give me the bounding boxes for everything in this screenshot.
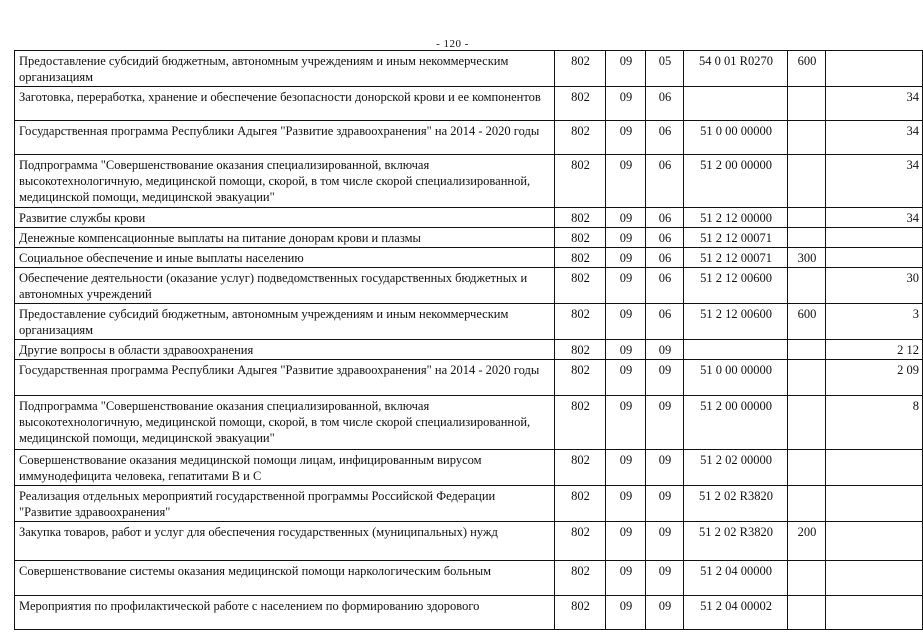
table-row bbox=[15, 248, 923, 268]
expense-type-cell: 300 bbox=[788, 248, 826, 268]
table-row bbox=[15, 522, 923, 561]
amount-cell: 2 12 bbox=[826, 340, 923, 360]
table-row bbox=[15, 360, 923, 396]
table-row bbox=[15, 121, 923, 155]
amount-cell: 3 bbox=[826, 304, 923, 340]
ved-code-cell: 802 bbox=[555, 450, 606, 486]
row-name-cell: Совершенствование оказания медицинской помощи лицам, инфицированным вирусом иммунодефицита человека, гепатитами B и C bbox=[15, 450, 555, 486]
section-code-cell: 09 bbox=[606, 340, 646, 360]
amount-cell bbox=[826, 228, 923, 248]
target-article-cell: 51 2 04 00002 bbox=[684, 596, 788, 630]
subsection-code-cell: 09 bbox=[646, 522, 684, 561]
expense-type-cell bbox=[788, 340, 826, 360]
ved-code-cell: 802 bbox=[555, 522, 606, 561]
section-code-cell: 09 bbox=[606, 561, 646, 596]
expense-type-cell: 600 bbox=[788, 304, 826, 340]
target-article-cell: 51 2 12 00000 bbox=[684, 208, 788, 228]
ved-code-cell: 802 bbox=[555, 87, 606, 121]
section-code-cell: 09 bbox=[606, 486, 646, 522]
subsection-code-cell: 09 bbox=[646, 360, 684, 396]
ved-code-cell: 802 bbox=[555, 228, 606, 248]
section-code-cell: 09 bbox=[606, 87, 646, 121]
section-code-cell: 09 bbox=[606, 450, 646, 486]
row-name-cell: Предоставление субсидий бюджетным, автономным учреждениям и иным некоммерческим организациям bbox=[15, 304, 555, 340]
expense-type-cell bbox=[788, 228, 826, 248]
table-row bbox=[15, 596, 923, 630]
target-article-cell: 51 0 00 00000 bbox=[684, 121, 788, 155]
expense-type-cell bbox=[788, 450, 826, 486]
subsection-code-cell: 09 bbox=[646, 596, 684, 630]
target-article-cell: 51 2 12 00071 bbox=[684, 228, 788, 248]
section-code-cell: 09 bbox=[606, 155, 646, 208]
expense-type-cell bbox=[788, 360, 826, 396]
expense-type-cell bbox=[788, 155, 826, 208]
amount-cell bbox=[826, 486, 923, 522]
amount-cell bbox=[826, 561, 923, 596]
section-code-cell: 09 bbox=[606, 522, 646, 561]
subsection-code-cell: 06 bbox=[646, 268, 684, 304]
row-name-cell: Социальное обеспечение и иные выплаты населению bbox=[15, 248, 555, 268]
expense-type-cell bbox=[788, 268, 826, 304]
table-row bbox=[15, 486, 923, 522]
subsection-code-cell: 06 bbox=[646, 248, 684, 268]
ved-code-cell: 802 bbox=[555, 340, 606, 360]
expense-type-cell bbox=[788, 486, 826, 522]
ved-code-cell: 802 bbox=[555, 155, 606, 208]
section-code-cell: 09 bbox=[606, 51, 646, 87]
section-code-cell: 09 bbox=[606, 360, 646, 396]
amount-cell: 34 bbox=[826, 121, 923, 155]
row-name-cell: Другие вопросы в области здравоохранения bbox=[15, 340, 555, 360]
amount-cell: 34 bbox=[826, 155, 923, 208]
section-code-cell: 09 bbox=[606, 268, 646, 304]
row-name-cell: Денежные компенсационные выплаты на питание донорам крови и плазмы bbox=[15, 228, 555, 248]
target-article-cell: 54 0 01 R0270 bbox=[684, 51, 788, 87]
target-article-cell: 51 2 12 00071 bbox=[684, 248, 788, 268]
target-article-cell bbox=[684, 340, 788, 360]
target-article-cell: 51 2 02 R3820 bbox=[684, 486, 788, 522]
subsection-code-cell: 05 bbox=[646, 51, 684, 87]
row-name-cell: Закупка товаров, работ и услуг для обеспечения государственных (муниципальных) нужд bbox=[15, 522, 555, 561]
table-body bbox=[15, 51, 923, 630]
target-article-cell: 51 2 12 00600 bbox=[684, 268, 788, 304]
amount-cell bbox=[826, 51, 923, 87]
section-code-cell: 09 bbox=[606, 121, 646, 155]
row-name-cell: Государственная программа Республики Адыгея "Развитие здравоохранения" на 2014 - 2020 годы bbox=[15, 121, 555, 155]
ved-code-cell: 802 bbox=[555, 304, 606, 340]
section-code-cell: 09 bbox=[606, 596, 646, 630]
table-row bbox=[15, 396, 923, 450]
amount-cell: 2 09 bbox=[826, 360, 923, 396]
expense-type-cell bbox=[788, 396, 826, 450]
ved-code-cell: 802 bbox=[555, 51, 606, 87]
ved-code-cell: 802 bbox=[555, 248, 606, 268]
ved-code-cell: 802 bbox=[555, 121, 606, 155]
amount-cell: 34 bbox=[826, 87, 923, 121]
table-row bbox=[15, 340, 923, 360]
expense-type-cell: 600 bbox=[788, 51, 826, 87]
ved-code-cell: 802 bbox=[555, 596, 606, 630]
subsection-code-cell: 06 bbox=[646, 155, 684, 208]
target-article-cell: 51 0 00 00000 bbox=[684, 360, 788, 396]
target-article-cell: 51 2 00 00000 bbox=[684, 396, 788, 450]
page-number: - 120 - bbox=[436, 38, 469, 50]
subsection-code-cell: 09 bbox=[646, 396, 684, 450]
section-code-cell: 09 bbox=[606, 248, 646, 268]
table-row bbox=[15, 450, 923, 486]
row-name-cell: Государственная программа Республики Адыгея "Развитие здравоохранения" на 2014 - 2020 годы bbox=[15, 360, 555, 396]
section-code-cell: 09 bbox=[606, 304, 646, 340]
expense-type-cell bbox=[788, 87, 826, 121]
expense-type-cell bbox=[788, 121, 826, 155]
amount-cell: 8 bbox=[826, 396, 923, 450]
target-article-cell: 51 2 12 00600 bbox=[684, 304, 788, 340]
amount-cell bbox=[826, 522, 923, 561]
expense-type-cell: 200 bbox=[788, 522, 826, 561]
subsection-code-cell: 06 bbox=[646, 304, 684, 340]
expense-type-cell bbox=[788, 561, 826, 596]
expense-type-cell bbox=[788, 596, 826, 630]
row-name-cell: Заготовка, переработка, хранение и обеспечение безопасности донорской крови и ее компонентов bbox=[15, 87, 555, 121]
subsection-code-cell: 09 bbox=[646, 340, 684, 360]
table-row bbox=[15, 268, 923, 304]
row-name-cell: Реализация отдельных мероприятий государственной программы Российской Федерации "Развитие здравоохранения" bbox=[15, 486, 555, 522]
table-row bbox=[15, 87, 923, 121]
ved-code-cell: 802 bbox=[555, 561, 606, 596]
target-article-cell bbox=[684, 87, 788, 121]
subsection-code-cell: 09 bbox=[646, 486, 684, 522]
target-article-cell: 51 2 02 R3820 bbox=[684, 522, 788, 561]
target-article-cell: 51 2 02 00000 bbox=[684, 450, 788, 486]
table-row bbox=[15, 561, 923, 596]
row-name-cell: Подпрограмма "Совершенствование оказания специализированной, включая высокотехнологичную, медицинской помощи, скорой, в том числе скорой специализированной, медицинской помощи, медицинской эвакуации" bbox=[15, 155, 555, 208]
subsection-code-cell: 06 bbox=[646, 121, 684, 155]
section-code-cell: 09 bbox=[606, 208, 646, 228]
ved-code-cell: 802 bbox=[555, 208, 606, 228]
row-name-cell: Обеспечение деятельности (оказание услуг) подведомственных государственных бюджетных и автономных учреждений bbox=[15, 268, 555, 304]
target-article-cell: 51 2 00 00000 bbox=[684, 155, 788, 208]
section-code-cell: 09 bbox=[606, 396, 646, 450]
subsection-code-cell: 06 bbox=[646, 87, 684, 121]
ved-code-cell: 802 bbox=[555, 268, 606, 304]
amount-cell: 30 bbox=[826, 268, 923, 304]
subsection-code-cell: 06 bbox=[646, 228, 684, 248]
table-row bbox=[15, 51, 923, 87]
ved-code-cell: 802 bbox=[555, 486, 606, 522]
table-row bbox=[15, 304, 923, 340]
target-article-cell: 51 2 04 00000 bbox=[684, 561, 788, 596]
amount-cell bbox=[826, 450, 923, 486]
subsection-code-cell: 09 bbox=[646, 561, 684, 596]
subsection-code-cell: 09 bbox=[646, 450, 684, 486]
amount-cell bbox=[826, 248, 923, 268]
budget-table bbox=[14, 50, 923, 630]
table-row bbox=[15, 228, 923, 248]
ved-code-cell: 802 bbox=[555, 396, 606, 450]
table-row bbox=[15, 208, 923, 228]
table-row bbox=[15, 155, 923, 208]
ved-code-cell: 802 bbox=[555, 360, 606, 396]
subsection-code-cell: 06 bbox=[646, 208, 684, 228]
row-name-cell: Совершенствование системы оказания медицинской помощи наркологическим больным bbox=[15, 561, 555, 596]
row-name-cell: Подпрограмма "Совершенствование оказания специализированной, включая высокотехнологичную, медицинской помощи, скорой, в том числе скорой специализированной, медицинской помощи, медицинской эвакуации" bbox=[15, 396, 555, 450]
row-name-cell: Предоставление субсидий бюджетным, автономным учреждениям и иным некоммерческим организациям bbox=[15, 51, 555, 87]
section-code-cell: 09 bbox=[606, 228, 646, 248]
amount-cell bbox=[826, 596, 923, 630]
expense-type-cell bbox=[788, 208, 826, 228]
row-name-cell: Развитие службы крови bbox=[15, 208, 555, 228]
row-name-cell: Мероприятия по профилактической работе с населением по формированию здорового bbox=[15, 596, 555, 630]
amount-cell: 34 bbox=[826, 208, 923, 228]
